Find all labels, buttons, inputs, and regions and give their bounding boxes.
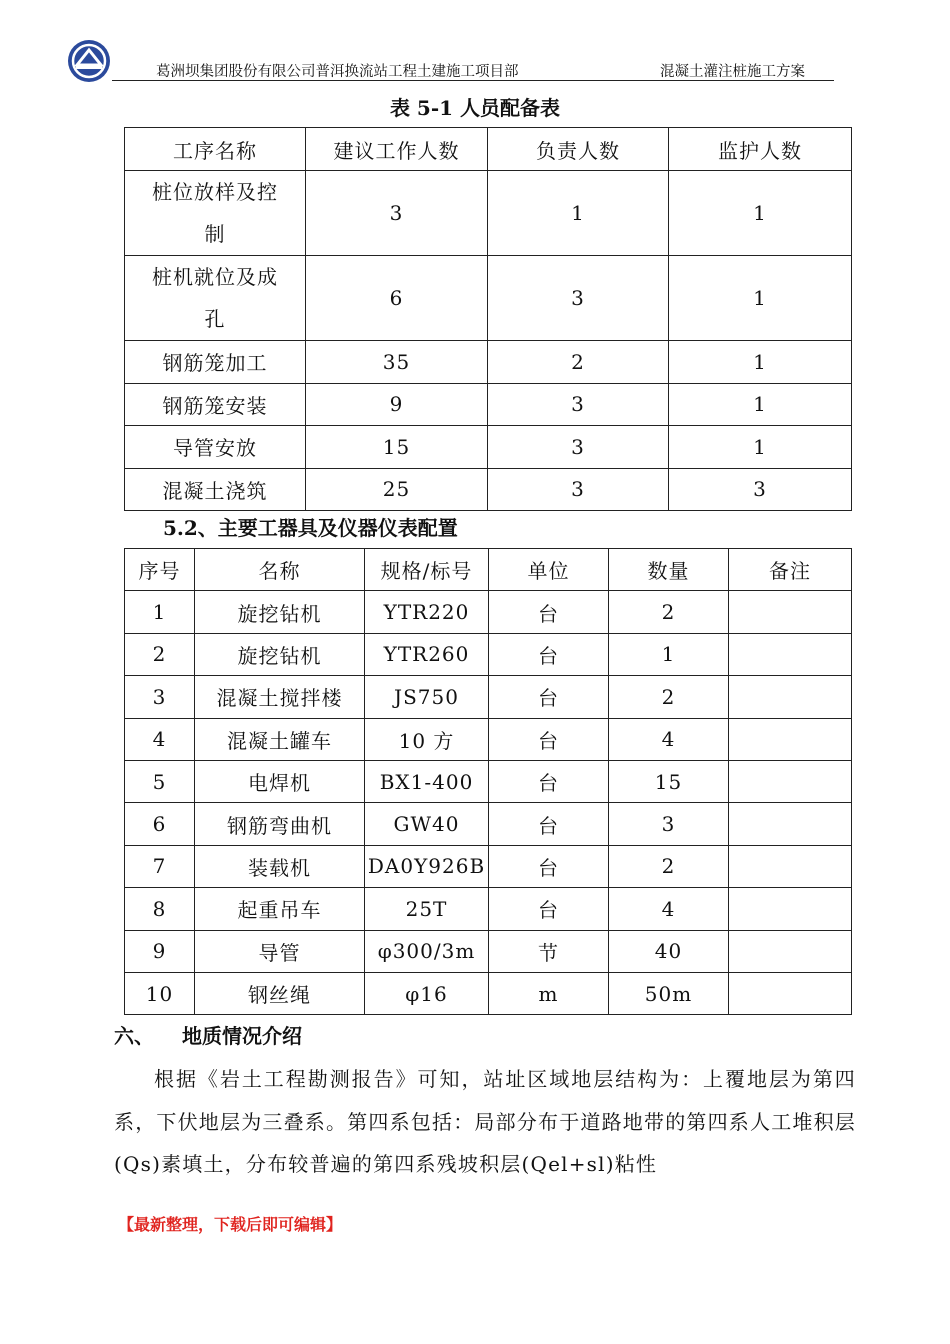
spec-cell: 25T [365, 888, 489, 930]
unit-cell: 节 [489, 930, 609, 972]
qty-cell: 50m [609, 972, 729, 1014]
paragraph-text: 根据《岩土工程勘测报告》可知，站址区域地层结构为：上覆地层为第四系，下伏地层为三叠系。第四系包括：局部分布于道路地带的第四系人工堆积层(Qs)素填土，分布较普遍的第四系残坡积层(Qel+sl)粘性 [114, 1067, 856, 1176]
spec-cell: 10 方 [365, 718, 489, 760]
company-logo-icon [66, 38, 112, 84]
qty-cell: 2 [609, 845, 729, 887]
no-cell: 9 [125, 930, 195, 972]
qty-cell: 1 [609, 633, 729, 675]
note-cell [729, 930, 852, 972]
column-header: 数量 [609, 549, 729, 591]
qty-cell: 2 [609, 676, 729, 718]
guardians-cell: 3 [669, 468, 852, 511]
process-cell: 导管安放 [125, 426, 306, 469]
process-cell: 钢筋笼安装 [125, 383, 306, 426]
no-cell: 8 [125, 888, 195, 930]
column-header: 建议工作人数 [306, 128, 488, 171]
leaders-cell: 1 [488, 171, 669, 256]
no-cell: 7 [125, 845, 195, 887]
no-cell: 1 [125, 591, 195, 633]
workers-cell: 35 [306, 341, 488, 384]
name-cell: 装载机 [195, 845, 365, 887]
column-header: 负责人数 [488, 128, 669, 171]
spec-cell: YTR260 [365, 633, 489, 675]
workers-cell: 9 [306, 383, 488, 426]
name-cell: 导管 [195, 930, 365, 972]
note-cell [729, 591, 852, 633]
equipment-table [124, 548, 852, 1015]
column-header: 单位 [489, 549, 609, 591]
unit-cell: 台 [489, 718, 609, 760]
no-cell: 10 [125, 972, 195, 1014]
no-cell: 2 [125, 633, 195, 675]
unit-cell: 台 [489, 633, 609, 675]
process-cell: 桩机就位及成孔 [125, 256, 306, 341]
spec-cell: φ16 [365, 972, 489, 1014]
table-row [125, 383, 852, 426]
workers-cell: 15 [306, 426, 488, 469]
unit-cell: 台 [489, 591, 609, 633]
table-row [125, 718, 852, 760]
unit-cell: m [489, 972, 609, 1014]
name-cell: 混凝土搅拌楼 [195, 676, 365, 718]
guardians-cell: 1 [669, 383, 852, 426]
note-cell [729, 803, 852, 845]
header-company-name: 葛洲坝集团股份有限公司普洱换流站工程土建施工项目部 [156, 64, 519, 80]
spec-cell: YTR220 [365, 591, 489, 633]
no-cell: 5 [125, 760, 195, 802]
note-cell [729, 760, 852, 802]
header-divider [112, 80, 834, 81]
unit-cell: 台 [489, 888, 609, 930]
table-row [125, 171, 852, 256]
qty-cell: 15 [609, 760, 729, 802]
leaders-cell: 3 [488, 256, 669, 341]
table-row [125, 633, 852, 675]
process-cell: 桩位放样及控制 [125, 171, 306, 256]
process-cell: 钢筋笼加工 [125, 341, 306, 384]
unit-cell: 台 [489, 803, 609, 845]
header-document-title: 混凝土灌注桩施工方案 [660, 64, 805, 80]
staff-table-caption: 表 5-1 人员配备表 [389, 96, 561, 120]
name-cell: 起重吊车 [195, 888, 365, 930]
leaders-cell: 3 [488, 468, 669, 511]
section-number: 六、 [114, 1024, 154, 1048]
name-cell: 电焊机 [195, 760, 365, 802]
qty-cell: 4 [609, 888, 729, 930]
table-header-row [125, 128, 852, 171]
table-row [125, 930, 852, 972]
qty-cell: 2 [609, 591, 729, 633]
qty-cell: 40 [609, 930, 729, 972]
guardians-cell: 1 [669, 256, 852, 341]
no-cell: 4 [125, 718, 195, 760]
column-header: 监护人数 [669, 128, 852, 171]
table-row [125, 888, 852, 930]
workers-cell: 3 [306, 171, 488, 256]
guardians-cell: 1 [669, 341, 852, 384]
spec-cell: BX1-400 [365, 760, 489, 802]
leaders-cell: 2 [488, 341, 669, 384]
table-row [125, 972, 852, 1014]
leaders-cell: 3 [488, 383, 669, 426]
name-cell: 钢丝绳 [195, 972, 365, 1014]
spec-cell: JS750 [365, 676, 489, 718]
name-cell: 钢筋弯曲机 [195, 803, 365, 845]
note-cell [729, 633, 852, 675]
name-cell: 旋挖钻机 [195, 591, 365, 633]
editable-note: 【最新整理，下载后即可编辑】 [118, 1215, 343, 1234]
unit-cell: 台 [489, 845, 609, 887]
qty-cell: 3 [609, 803, 729, 845]
leaders-cell: 3 [488, 426, 669, 469]
guardians-cell: 1 [669, 426, 852, 469]
table-row [125, 845, 852, 887]
unit-cell: 台 [489, 760, 609, 802]
section-title: 地质情况介绍 [182, 1024, 302, 1048]
table-row [125, 591, 852, 633]
staff-allocation-table [124, 127, 852, 511]
no-cell: 3 [125, 676, 195, 718]
column-header: 名称 [195, 549, 365, 591]
table-row [125, 256, 852, 341]
guardians-cell: 1 [669, 171, 852, 256]
workers-cell: 25 [306, 468, 488, 511]
spec-cell: DA0Y926B [365, 845, 489, 887]
workers-cell: 6 [306, 256, 488, 341]
qty-cell: 4 [609, 718, 729, 760]
table-row [125, 803, 852, 845]
no-cell: 6 [125, 803, 195, 845]
unit-cell: 台 [489, 676, 609, 718]
table-header-row [125, 549, 852, 591]
note-cell [729, 718, 852, 760]
table-row [125, 468, 852, 511]
name-cell: 混凝土罐车 [195, 718, 365, 760]
note-cell [729, 888, 852, 930]
process-cell: 混凝土浇筑 [125, 468, 306, 511]
spec-cell: GW40 [365, 803, 489, 845]
section-heading-geology [114, 1020, 302, 1049]
note-cell [729, 972, 852, 1014]
note-cell [729, 845, 852, 887]
column-header: 工序名称 [125, 128, 306, 171]
table-row [125, 426, 852, 469]
column-header: 序号 [125, 549, 195, 591]
column-header: 规格/标号 [365, 549, 489, 591]
column-header: 备注 [729, 549, 852, 591]
section-heading-equipment: 5.2、主要工器具及仪器仪表配置 [163, 516, 458, 540]
table-row [125, 760, 852, 802]
page-header [66, 38, 836, 84]
table-row [125, 676, 852, 718]
table-row [125, 341, 852, 384]
spec-cell: φ300/3m [365, 930, 489, 972]
name-cell: 旋挖钻机 [195, 633, 365, 675]
note-cell [729, 676, 852, 718]
geology-paragraph [114, 1058, 856, 1186]
